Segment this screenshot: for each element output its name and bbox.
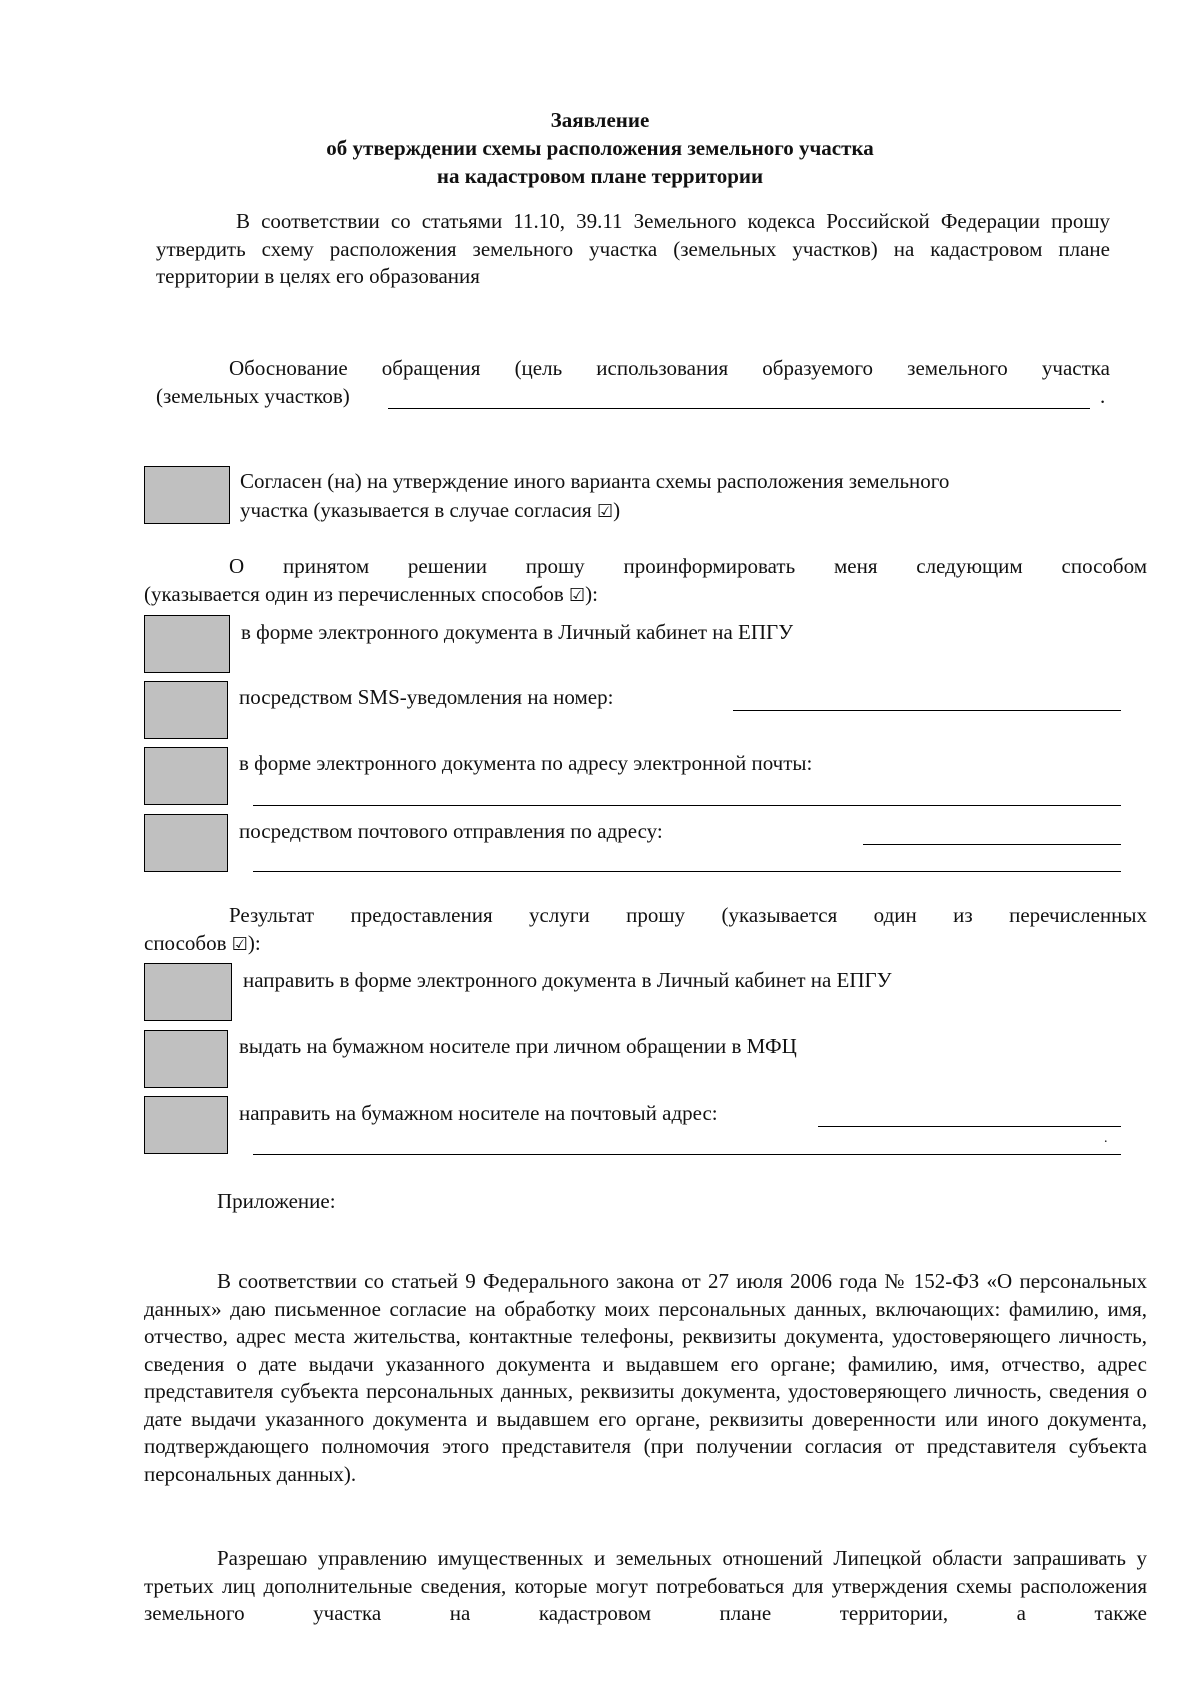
notify-epgu-checkbox[interactable] [144, 615, 230, 673]
document-title: Заявление [550, 108, 650, 132]
email-input-line[interactable] [253, 805, 1121, 806]
result-line2-text: способов [144, 931, 227, 955]
consent-line2-end: ) [613, 498, 621, 522]
result-address-input-line2[interactable] [253, 1154, 1121, 1155]
notify-option-epgu: в форме электронного документа в Личный кабинет на ЕПГУ [241, 620, 794, 644]
result-line2-end: ): [247, 931, 261, 955]
checkmark-icon: ☑ [596, 501, 614, 522]
result-option-mfc: выдать на бумажном носителе при личном обращении в МФЦ [239, 1034, 797, 1058]
consent-divider [229, 466, 230, 524]
result-post-checkbox[interactable] [144, 1096, 228, 1154]
result-mfc-checkbox[interactable] [144, 1030, 228, 1088]
document-subtitle-line1: об утверждении схемы расположения земельного участка [326, 136, 874, 160]
personal-data-consent-paragraph: В соответствии со статьей 9 Федерального закона от 27 июля 2006 года № 152-ФЗ «О персональных данных» даю письменное согласие на обработку моих персональных данных, включающих: фамилию, имя, отчество, адрес места жительства, контактные телефоны, реквизиты документа, удостоверяющего личность, сведения о дате выдачи указанного документа и выдавшем его органе; фамилию, имя, отчество, адрес представителя субъекта персональных данных, реквизиты документа, удостоверяющего личность, сведения о дате выдачи указанного документа и выдавшем его органе, реквизиты доверенности или иного документа, подтверждающего полномочия этого представителя (при получении согласия от представителя субъекта персональных данных). [144, 1269, 1147, 1486]
consent-line2 [240, 497, 620, 525]
justification-label: (земельных участков) [156, 384, 350, 408]
justification-input-line[interactable] [388, 408, 1090, 409]
document-subtitle-line2: на кадастровом плане территории [436, 164, 764, 188]
post-address-input-line1[interactable] [863, 844, 1121, 845]
document-title-block [0, 106, 1200, 190]
notify-option-post: посредством почтового отправления по адресу: [239, 819, 663, 843]
intro-paragraph: В соответствии со статьями 11.10, 39.11 Земельного кодекса Российской Федерации прошу утвердить схему расположения земельного участка (земельных участков) на кадастровом плане территории в целях его образования [156, 209, 1110, 288]
notify-post-checkbox[interactable] [144, 814, 228, 872]
result-end-mark: . [1104, 1131, 1108, 1146]
result-option-epgu: направить в форме электронного документа в Личный кабинет на ЕПГУ [243, 968, 892, 992]
notify-option-sms: посредством SMS-уведомления на номер: [239, 685, 614, 709]
consent-checkbox[interactable] [144, 466, 230, 524]
justification-line1: Обоснование обращения (цель использования образуемого земельного участка [229, 356, 1110, 380]
result-address-input-line1[interactable] [818, 1126, 1121, 1127]
result-epgu-checkbox[interactable] [144, 963, 232, 1021]
notify-email-checkbox[interactable] [144, 747, 228, 805]
checkmark-icon: ☑ [231, 934, 248, 955]
result-line1: Результат предоставления услуги прошу (указывается один из перечисленных [229, 903, 1147, 927]
notify-line2-end: ): [585, 582, 598, 606]
justification-end-mark: . [1100, 384, 1106, 408]
notify-sms-checkbox[interactable] [144, 681, 228, 739]
permission-paragraph: Разрешаю управлению имущественных и земельных отношений Липецкой области запрашивать у третьих лиц дополнительные сведения, которые могут потребоваться для утверждения схемы расположения земельного участка на кадастровом плане территории, а также [144, 1546, 1147, 1625]
consent-line2-text: участка (указывается в случае согласия [240, 498, 592, 522]
checkmark-icon: ☑ [569, 585, 586, 606]
consent-line1: Согласен (на) на утверждение иного варианта схемы расположения земельного [240, 469, 950, 493]
notify-line2 [144, 581, 598, 610]
notify-option-email: в форме электронного документа по адресу электронной почты: [239, 751, 813, 775]
post-address-input-line2[interactable] [253, 871, 1121, 872]
notify-line2-text: (указывается один из перечисленных способов [144, 582, 564, 606]
sms-phone-input-line[interactable] [733, 710, 1121, 711]
notify-line1: О принятом решении прошу проинформировать меня следующим способом [229, 554, 1147, 578]
result-option-post: направить на бумажном носителе на почтовый адрес: [239, 1101, 718, 1125]
attachment-label: Приложение: [217, 1189, 336, 1213]
result-line2 [144, 930, 261, 959]
